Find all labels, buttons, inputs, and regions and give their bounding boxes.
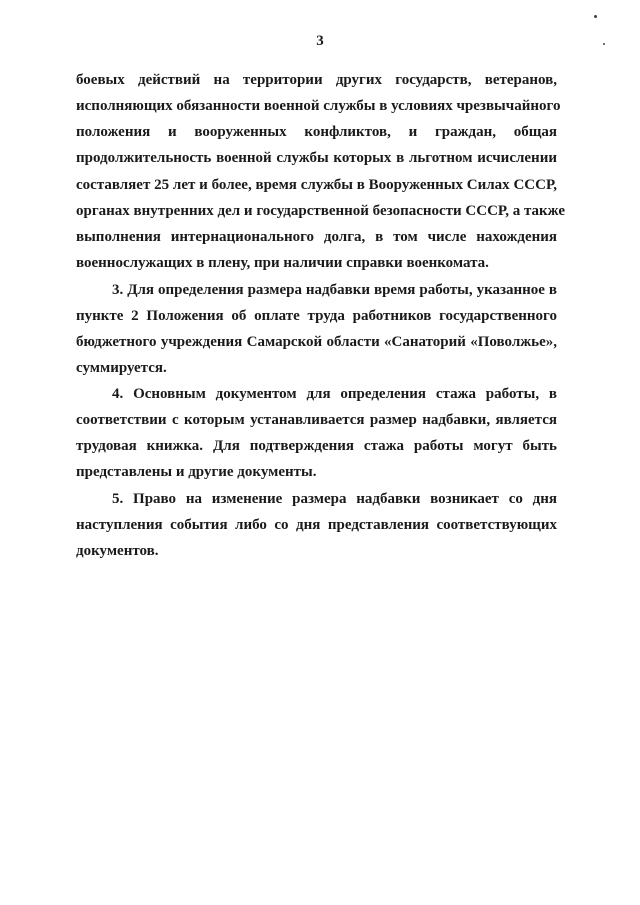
- scan-speck: [594, 15, 597, 18]
- text-line: наступления события либо со дня представления соответствующих: [76, 517, 557, 533]
- text-line: 5. Право на изменение размера надбавки возникает со дня: [112, 491, 557, 507]
- scan-speck: [603, 43, 605, 45]
- text-line: 3. Для определения размера надбавки время работы, указанное в: [112, 282, 557, 298]
- page-number: 3: [316, 33, 324, 49]
- text-line: соответствии с которым устанавливается размер надбавки, является: [76, 412, 557, 428]
- text-line: документов.: [76, 543, 159, 559]
- text-line: исполняющих обязанности военной службы в условиях чрезвычайного: [76, 98, 561, 114]
- text-line: военнослужащих в плену, при наличии справки военкомата.: [76, 255, 489, 271]
- text-line: суммируется.: [76, 360, 167, 376]
- text-line: бюджетного учреждения Самарской области «Санаторий «Поволжье»,: [76, 334, 557, 350]
- text-line: боевых действий на территории других государств, ветеранов,: [76, 72, 557, 88]
- text-line: органах внутренних дел и государственной безопасности СССР, а также: [76, 203, 565, 219]
- text-line: 4. Основным документом для определения стажа работы, в: [112, 386, 557, 402]
- text-line: выполнения интернационального долга, в том числе нахождения: [76, 229, 557, 245]
- text-line: трудовая книжка. Для подтверждения стажа работы могут быть: [76, 438, 557, 454]
- text-line: представлены и другие документы.: [76, 464, 317, 480]
- text-line: пункте 2 Положения об оплате труда работников государственного: [76, 308, 557, 324]
- text-line: составляет 25 лет и более, время службы в Вооруженных Силах СССР,: [76, 177, 557, 193]
- text-line: положения и вооруженных конфликтов, и граждан, общая: [76, 124, 557, 140]
- text-line: продолжительность военной службы которых в льготном исчислении: [76, 150, 557, 166]
